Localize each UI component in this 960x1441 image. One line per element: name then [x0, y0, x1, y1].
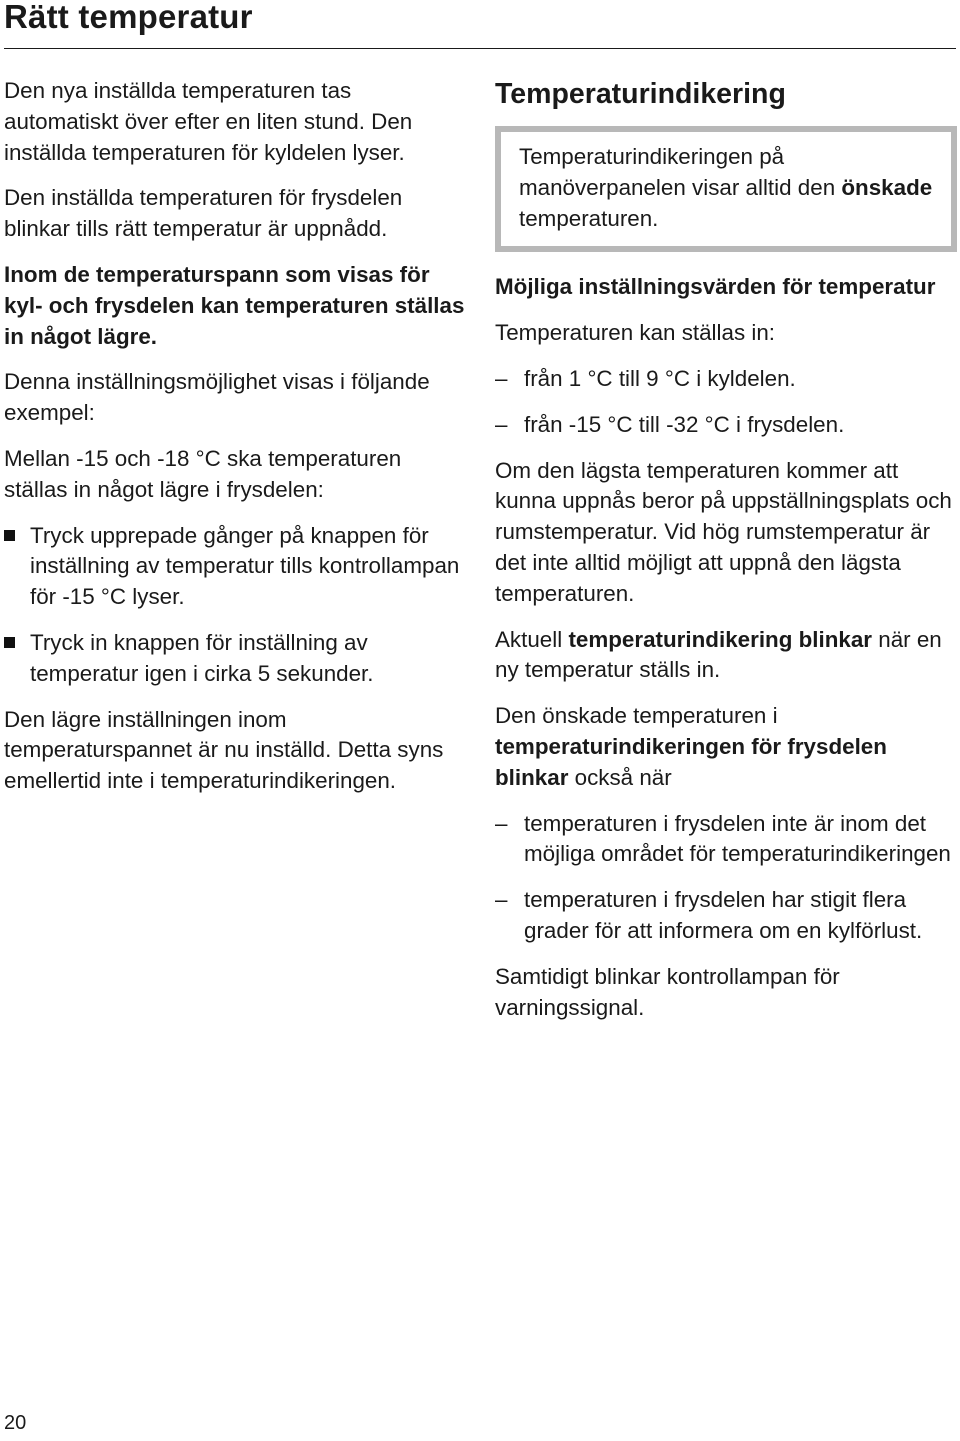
square-bullet-icon — [4, 530, 15, 541]
range-note: Inom de temperaturspann som visas för kyl- och frysdelen kan temperaturen ställas in något lägre. — [4, 261, 465, 349]
info-box-text-end: temperaturen. — [519, 205, 659, 231]
condition-text: temperaturen i frysdelen har stigit flera grader för att informera om en kylförlust. — [524, 887, 923, 943]
settings-subheading: Möjliga inställningsvärden för temperatur — [495, 274, 936, 300]
step-list — [4, 521, 470, 690]
freezer-blink-text-end: också när — [568, 764, 672, 790]
current-indicator-emphasis: temperaturindikering blinkar — [568, 626, 873, 652]
result-paragraph: Den lägre inställningen inom temperaturspannet är nu inställd. Detta syns emellertid inte i temperaturindikeringen. — [4, 706, 444, 794]
range-item — [495, 410, 957, 441]
square-bullet-icon — [4, 637, 15, 648]
current-indicator-text-end: när en ny temperatur ställs in. — [495, 626, 942, 683]
dash-bullet-icon: – — [495, 411, 508, 437]
settings-intro: Temperaturen kan ställas in: — [495, 320, 776, 346]
step-text: Tryck in knappen för inställning av temperatur igen i cirka 5 sekunder. — [30, 629, 374, 686]
range-text: från -15 °C till -32 °C i frysdelen. — [524, 411, 845, 437]
condition-text: temperaturen i frysdelen inte är inom det möjliga området för temperaturindikeringen — [524, 810, 951, 867]
current-indicator-paragraph — [495, 625, 957, 687]
warning-paragraph: Samtidigt blinkar kontrollampan för varningssignal. — [495, 963, 840, 1020]
dash-bullet-icon: – — [495, 810, 508, 836]
info-box-emphasis: önskade — [841, 174, 933, 200]
freezer-blink-text: Den önskade temperaturen i — [495, 703, 778, 729]
range-text: från 1 °C till 9 °C i kyldelen. — [524, 365, 796, 391]
dash-bullet-icon: – — [495, 887, 508, 913]
page-number: 20 — [4, 1412, 27, 1434]
left-column — [4, 76, 470, 812]
example-intro: Denna inställningsmöjlighet visas i följande exempel: — [4, 369, 430, 426]
step-item — [4, 628, 470, 690]
dash-bullet-icon: – — [495, 365, 508, 391]
step-text: Tryck upprepade gånger på knappen för inställning av temperatur tills kontrollampan för -15 °C lyser. — [30, 522, 460, 610]
condition-item — [495, 809, 957, 871]
example-description: Mellan -15 och -18 °C ska temperaturen ställas in något lägre i frysdelen: — [4, 445, 402, 502]
title-divider — [4, 48, 956, 49]
freezer-blink-emphasis: temperaturindikeringen för frysdelen blinkar — [495, 733, 887, 790]
blink-paragraph: Den inställda temperaturen för frysdelen blinkar tills rätt temperatur är uppnådd. — [4, 185, 403, 242]
page-title: Rätt temperatur — [4, 0, 253, 35]
range-item — [495, 364, 957, 395]
condition-item — [495, 885, 957, 947]
section-heading: Temperaturindikering — [495, 78, 786, 110]
range-list — [495, 364, 957, 441]
step-item — [4, 521, 470, 613]
info-box-text: Temperaturindikeringen på manöverpanelen visar alltid den — [519, 144, 842, 200]
freezer-blink-paragraph — [495, 701, 957, 793]
info-box — [495, 126, 957, 252]
current-indicator-text: Aktuell — [495, 626, 569, 652]
condition-list — [495, 809, 957, 947]
right-column — [495, 76, 957, 1038]
lowest-temp-paragraph: Om den lägsta temperaturen kommer att kunna uppnås beror på uppställningsplats och rumstemperatur. Vid hög rumstemperatur är det inte alltid möjligt att uppnå den lägsta temperaturen. — [495, 457, 952, 606]
intro-paragraph: Den nya inställda temperaturen tas automatiskt över efter en liten stund. Den inställda temperaturen för kyldelen lyser. — [4, 78, 413, 165]
